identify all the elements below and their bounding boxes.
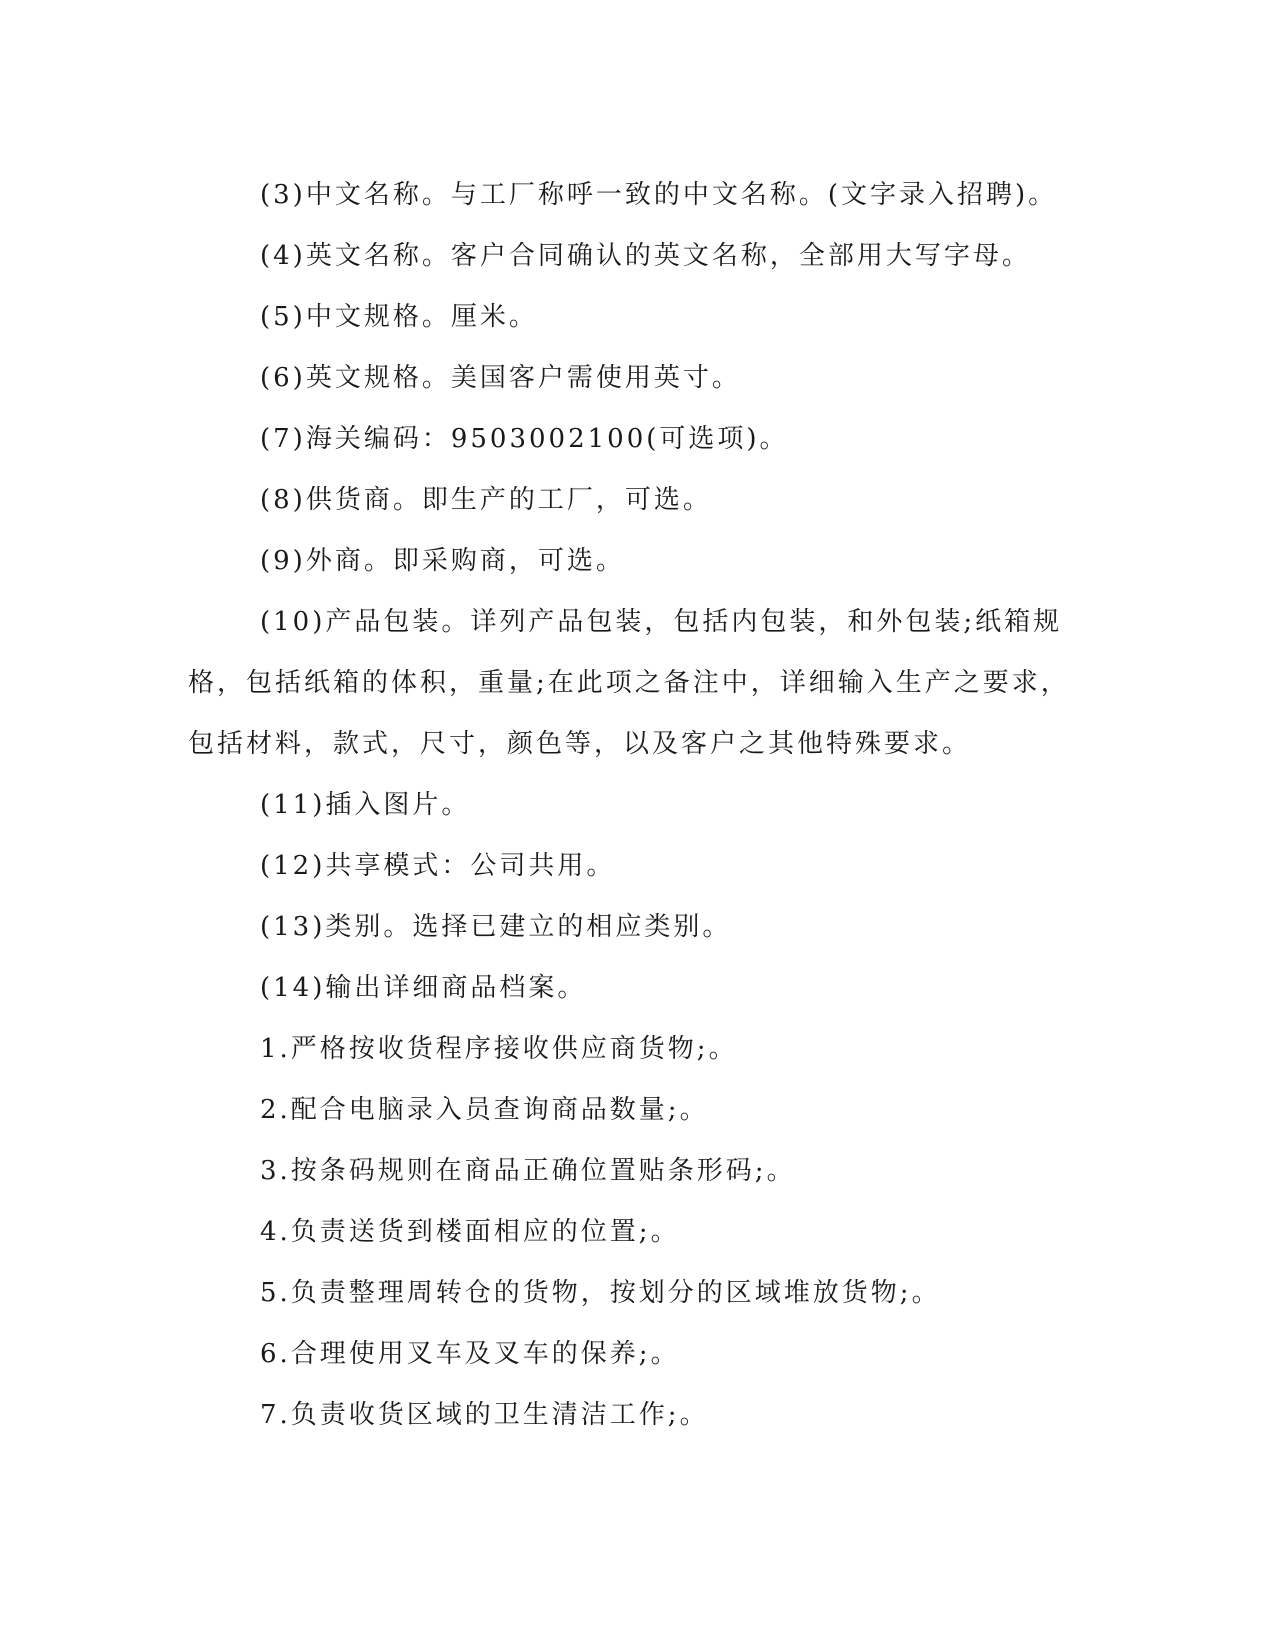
paragraph-customs-code: (7)海关编码：9503002100(可选项)。 [260, 424, 789, 454]
paragraph-category: (13)类别。选择已建立的相应类别。 [260, 912, 732, 942]
paragraph-duty-2: 2.配合电脑录入员查询商品数量;。 [260, 1095, 709, 1125]
paragraph-duty-1: 1.严格按收货程序接收供应商货物;。 [260, 1034, 738, 1064]
paragraph-duty-4: 4.负责送货到楼面相应的位置;。 [260, 1217, 680, 1247]
paragraph-english-name: (4)英文名称。客户合同确认的英文名称，全部用大写字母。 [260, 241, 1031, 271]
paragraph-foreign-buyer: (9)外商。即采购商，可选。 [260, 546, 625, 576]
paragraph-duty-3: 3.按条码规则在商品正确位置贴条形码;。 [260, 1156, 796, 1186]
paragraph-share-mode: (12)共享模式：公司共用。 [260, 851, 616, 881]
paragraph-output-archive: (14)输出详细商品档案。 [260, 973, 587, 1003]
paragraph-chinese-name: (3)中文名称。与工厂称呼一致的中文名称。(文字录入招聘)。 [260, 180, 1058, 210]
paragraph-english-spec: (6)英文规格。美国客户需使用英寸。 [260, 363, 741, 393]
paragraph-duty-6: 6.合理使用叉车及叉车的保养;。 [260, 1339, 680, 1369]
paragraph-chinese-spec: (5)中文规格。厘米。 [260, 302, 538, 332]
document-body [188, 165, 1073, 1446]
paragraph-duty-7: 7.负责收货区域的卫生清洁工作;。 [260, 1400, 709, 1430]
paragraph-insert-image: (11)插入图片。 [260, 790, 471, 820]
paragraph-duty-5: 5.负责整理周转仓的货物，按划分的区域堆放货物;。 [260, 1278, 941, 1308]
paragraph-product-packaging: (10)产品包装。详列产品包装，包括内包装，和外包装;纸箱规格，包括纸箱的体积，重量;在此项之备注中，详细输入生产之要求，包括材料，款式，尺寸，颜色等，以及客户之其他特殊要求。 [188, 607, 1070, 759]
paragraph-supplier: (8)供货商。即生产的工厂，可选。 [260, 485, 712, 515]
